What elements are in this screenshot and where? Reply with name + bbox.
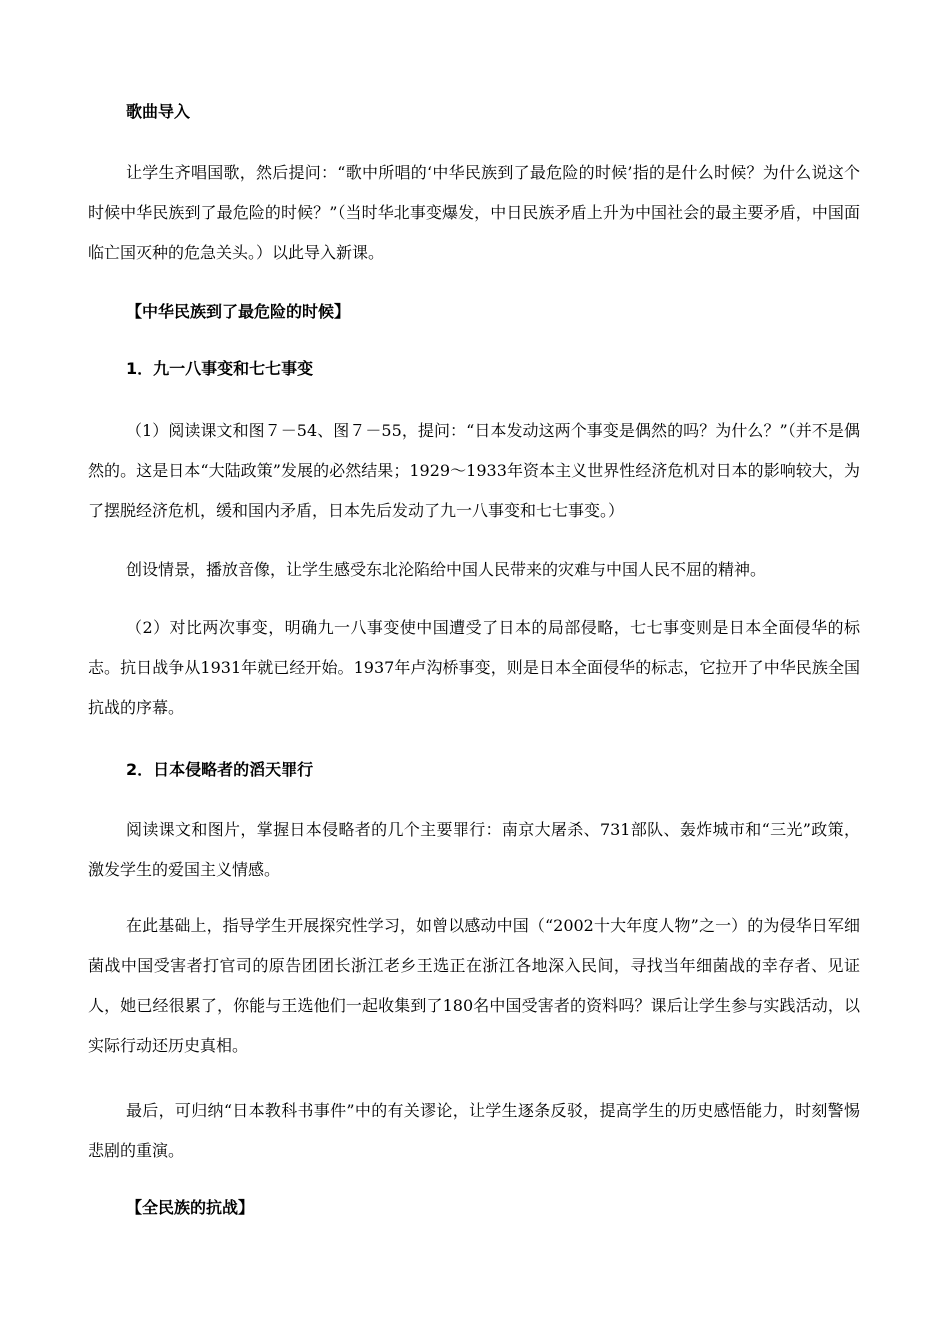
heading-song-intro: 歌曲导入 [126, 102, 191, 121]
paragraph-item1-question: （1）阅读课文和图７－54、图７－55，提问：“日本发动这两个事变是偶然的吗？为什么？”（并不是偶然的。这是日本“大陆政策”发展的必然结果；1929～1933年资本主义世界性经济危机对日本的影响较大，为了摆脱经济危机，缓和国内矛盾，日本先后发动了九一八事变和七七事变。） [88, 421, 860, 520]
item-heading-japanese-crimes: 2．日本侵略者的滔天罪行 [126, 760, 314, 779]
paragraph-item1-comparison: （2）对比两次事变，明确九一八事变使中国遭受了日本的局部侵略，七七事变则是日本全面侵华的标志。抗日战争从1931年就已经开始。1937年卢沟桥事变，则是日本全面侵华的标志，它拉开了中华民族全国抗战的序幕。 [88, 618, 860, 717]
paragraph-item2-inquiry: 在此基础上，指导学生开展探究性学习，如曾以感动中国（“2002十大年度人物”之一）的为侵华日军细菌战中国受害者打官司的原告团团长浙江老乡王选正在浙江各地深入民间，寻找当年细菌战的幸存者、见证人，她已经很累了，你能与王选他们一起收集到了180名中国受害者的资料吗？课后让学生参与实践活动，以实际行动还历史真相。 [88, 916, 860, 1055]
paragraph-intro: 让学生齐唱国歌，然后提问：“歌中所唱的‘中华民族到了最危险的时候’指的是什么时候？为什么说这个时候中华民族到了最危险的时候？”（当时华北事变爆发，中日民族矛盾上升为中国社会的最主要矛盾，中国面临亡国灭种的危急关头。）以此导入新课。 [88, 163, 860, 262]
paragraph-item2-summary: 最后，可归纳“日本教科书事件”中的有关谬论，让学生逐条反驳，提高学生的历史感悟能力，时刻警惕悲剧的重演。 [88, 1101, 860, 1160]
paragraph-item1-scenario: 创设情景，播放音像，让学生感受东北沦陷给中国人民带来的灾难与中国人民不屈的精神。 [126, 560, 767, 579]
paragraph-item2-reading: 阅读课文和图片，掌握日本侵略者的几个主要罪行：南京大屠杀、731部队、轰炸城市和“三光”政策，激发学生的爱国主义情感。 [88, 820, 860, 879]
section-heading-most-dangerous-time: 【中华民族到了最危险的时候】 [126, 302, 351, 321]
section-heading-national-resistance: 【全民族的抗战】 [126, 1198, 255, 1217]
item-heading-918-77-incidents: 1．九一八事变和七七事变 [126, 359, 314, 378]
